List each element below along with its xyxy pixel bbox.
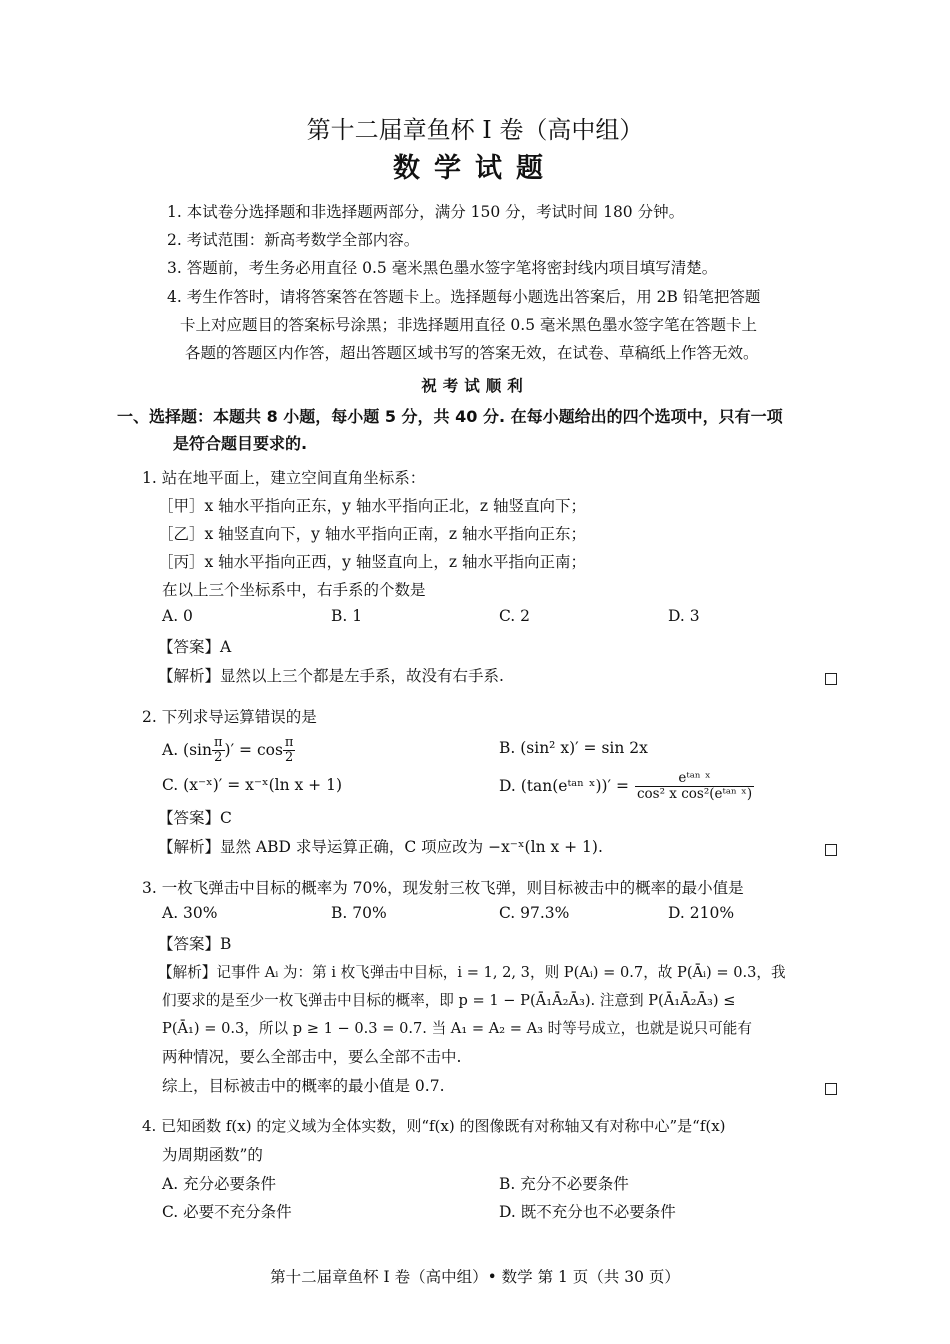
option-a: A. 0	[162, 607, 193, 625]
qed-box-icon	[825, 844, 837, 856]
fraction	[212, 736, 225, 764]
option-a-middle: )′ = cos	[224, 741, 283, 759]
option-b: B. 70%	[331, 904, 387, 922]
option-d: D. 210%	[668, 904, 735, 922]
exam-subject-title: 数学试题	[393, 153, 557, 184]
question-item: ［丙］x 轴水平指向正西，y 轴竖直向上，z 轴水平指向正南；	[158, 553, 586, 571]
instruction-line: 各题的答题区内作答，超出答题区域书写的答案无效，在试卷、草稿纸上作答无效。	[185, 344, 759, 362]
instruction-line: 4. 考生作答时，请将答案答在答题卡上。选择题每小题选出答案后，用 2B 铅笔把答题	[167, 288, 761, 306]
numerator: eᵗᵃⁿ ˣ	[635, 771, 754, 786]
section-heading-cont: 是符合题目要求的.	[173, 434, 308, 453]
numerator: π	[214, 734, 223, 750]
fraction	[635, 771, 754, 800]
numerator: π	[284, 734, 294, 750]
question-item: ［乙］x 轴竖直向下，y 轴水平指向正南，z 轴水平指向正东；	[158, 525, 586, 543]
fraction	[283, 736, 296, 764]
analysis: 【解析】显然以上三个都是左手系，故没有右手系.	[158, 667, 504, 685]
instruction-line: 1. 本试卷分选择题和非选择题两部分，满分 150 分，考试时间 180 分钟。	[167, 203, 685, 221]
option-c: C. (x⁻ˣ)′ = x⁻ˣ(ln x + 1)	[162, 776, 343, 794]
denominator: 2	[214, 749, 223, 765]
option-c: C. 必要不充分条件	[162, 1203, 292, 1221]
option-d	[499, 764, 754, 808]
option-d: D. 既不充分也不必要条件	[499, 1203, 676, 1221]
answer: 【答案】C	[158, 809, 232, 827]
answer: 【答案】A	[158, 638, 232, 656]
option-d: D. 3	[668, 607, 700, 625]
analysis-line: 两种情况，要么全部击中，要么全部不击中.	[162, 1048, 462, 1066]
exam-title: 第十二届章鱼杯 I 卷（高中组）	[306, 116, 644, 144]
blessing: 祝考试顺利	[421, 377, 529, 395]
option-d-prefix: D. (tan(eᵗᵃⁿ ˣ))′ =	[499, 777, 629, 795]
qed-box-icon	[825, 1083, 837, 1095]
option-c: C. 97.3%	[499, 904, 570, 922]
option-b: B. 1	[331, 607, 363, 625]
question-item: ［甲］x 轴水平指向正东，y 轴水平指向正北，z 轴竖直向下；	[158, 497, 586, 515]
option-c: C. 2	[499, 607, 531, 625]
option-a: A. 充分必要条件	[162, 1175, 277, 1193]
analysis-line: 【解析】记事件 Aᵢ 为：第 i 枚飞弹击中目标，i = 1, 2, 3，则 P(Aᵢ) = 0.7，故 P(Āᵢ) = 0.3，我	[158, 964, 786, 981]
option-b: B. (sin² x)′ = sin 2x	[499, 739, 648, 757]
qed-box-icon	[825, 673, 837, 685]
question-stem: 3. 一枚飞弹击中目标的概率为 70%，现发射三枚飞弹，则目标被击中的概率的最小值是	[142, 879, 744, 897]
option-b: B. 充分不必要条件	[499, 1175, 629, 1193]
analysis: 【解析】显然 ABD 求导运算正确，C 项应改为 −x⁻ˣ(ln x + 1).	[158, 838, 603, 856]
question-stem: 2. 下列求导运算错误的是	[142, 708, 317, 726]
analysis-line: 们要求的是至少一枚飞弹击中目标的概率，即 p = 1 − P(Ā₁Ā₂Ā₃). 注意到 P(Ā₁Ā₂Ā₃) ≤	[162, 992, 736, 1009]
question-stem: 1. 站在地平面上，建立空间直角坐标系：	[142, 469, 426, 487]
denominator: cos² x cos²(eᵗᵃⁿ ˣ)	[636, 785, 753, 802]
option-a	[162, 732, 295, 768]
question-stem-cont: 为周期函数”的	[162, 1146, 263, 1164]
option-a-prefix: A. (sin	[162, 741, 212, 759]
analysis-line: P(Ā₁) = 0.3，所以 p ≥ 1 − 0.3 = 0.7. 当 A₁ = A₂ = A₃ 时等号成立，也就是说只可能有	[162, 1020, 752, 1037]
analysis-line: 综上，目标被击中的概率的最小值是 0.7.	[162, 1077, 445, 1095]
instruction-line: 2. 考试范围：新高考数学全部内容。	[167, 231, 420, 249]
question-prompt: 在以上三个坐标系中，右手系的个数是	[162, 581, 426, 599]
denominator: 2	[285, 749, 294, 765]
section-heading: 一、选择题：本题共 8 小题，每小题 5 分，共 40 分. 在每小题给出的四个选项中，只有一项	[117, 407, 783, 426]
instruction-line: 卡上对应题目的答案标号涂黑；非选择题用直径 0.5 毫米黑色墨水签字笔在答题卡上	[180, 316, 758, 334]
answer: 【答案】B	[158, 935, 232, 953]
question-stem: 4. 已知函数 f(x) 的定义域为全体实数，则“f(x) 的图像既有对称轴又有对称中心”是“f(x)	[142, 1117, 726, 1135]
option-a: A. 30%	[162, 904, 218, 922]
instruction-line: 3. 答题前，考生务必用直径 0.5 毫米黑色墨水签字笔将密封线内项目填写清楚。	[167, 259, 718, 277]
page-footer: 第十二届章鱼杯 I 卷（高中组）• 数学 第 1 页（共 30 页）	[270, 1268, 680, 1286]
